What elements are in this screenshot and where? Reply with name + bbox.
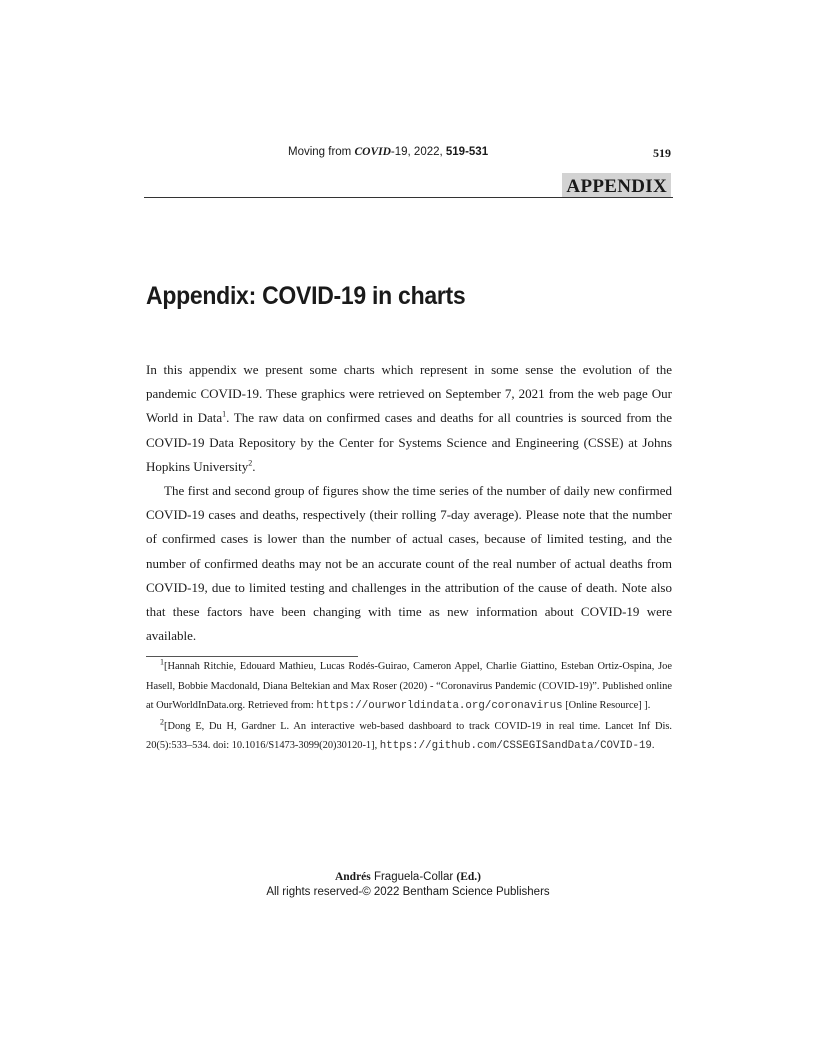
paragraph-2: The first and second group of figures show the time series of the number of daily new confirmed COVID-19 cases and deaths, respectively (their rolling 7-day average). Please note that the number of confirmed cases is lower than the number of actual cases, because of limited testing, and the number of confirmed deaths may not be an accurate count of the real number of actual deaths from COVID-19, due to limited testing and challenges in the attribution of the cause of death. Note also that these factors have been changing with time as new information about COVID-19 were available. <box>146 483 672 644</box>
footnote-ref-1[interactable]: 1 <box>222 410 227 420</box>
footnote-1 <box>146 657 672 717</box>
footnote-2-link[interactable]: https://github.com/CSSEGISandData/COVID-19 <box>379 740 652 752</box>
editor-last-name: Fraguela-Collar <box>370 871 457 883</box>
footnote-2-text: [Dong E, Du H, Gardner L. An interactive web-based dashboard to track COVID-19 in real time. Lancet Inf Dis. 20(5):533–534. doi: 10.1016/S1473-3099(20)30120-1], <box>146 720 672 751</box>
chapter-title: Appendix: COVID-19 in charts <box>146 282 466 310</box>
editor-first-name: Andrés <box>334 871 371 883</box>
running-title-prefix: Moving from <box>288 146 355 158</box>
running-header <box>0 146 816 162</box>
running-title <box>288 146 488 158</box>
editor-role: (Ed.) <box>456 871 482 883</box>
section-tag: APPENDIX <box>562 173 671 198</box>
running-title-pages: 519-531 <box>445 146 489 158</box>
paragraph-1-text-b: . The raw data on confirmed cases and deaths for all countries is sourced from the COVID-19 Data Repository by the Center for Systems Science and Engineering (CSSE) at Johns Hopkins University <box>146 410 672 474</box>
running-title-italic: COVID <box>354 146 391 158</box>
body-text <box>146 358 672 648</box>
footnote-2 <box>146 717 672 757</box>
footnote-ref-2[interactable]: 2 <box>248 458 253 468</box>
footnote-1-tail: [Online Resource] ]. <box>562 700 651 711</box>
copyright-line: All rights reserved-© 2022 Bentham Science Publishers <box>266 886 550 898</box>
paragraph-1-text-a: In this appendix we present some charts which represent in some sense the evolution of the pandemic COVID-19. These graphics were retrieved on September 7, 2021 from the web page Our World in Data <box>146 362 672 426</box>
paragraph-1-text-c: . <box>252 458 256 474</box>
footnote-1-mark: 1 <box>160 657 164 667</box>
footnotes <box>146 657 672 757</box>
editor-line <box>0 870 816 885</box>
footnote-1-link[interactable]: https://ourworldindata.org/coronavirus <box>316 700 563 712</box>
footnote-1-text: [Hannah Ritchie, Edouard Mathieu, Lucas Rodés-Guirao, Cameron Appel, Charlie Giattino, Esteban Ortiz-Ospina, Joe Hasell, Bobbie Macdonald, Diana Beltekian and Max Roser (2020) - “Coronavirus Pandemic (COVID-19)”. Published online at OurWorldInData.org. Retrieved from: <box>146 661 672 711</box>
paragraph-1 <box>146 358 672 479</box>
footnote-2-mark: 2 <box>160 717 164 727</box>
header-rule <box>144 197 673 198</box>
page-number: 519 <box>653 146 671 160</box>
footnote-2-tail: . <box>651 740 655 751</box>
page-footer <box>0 870 816 900</box>
running-title-suffix: -19, 2022, <box>390 146 446 158</box>
